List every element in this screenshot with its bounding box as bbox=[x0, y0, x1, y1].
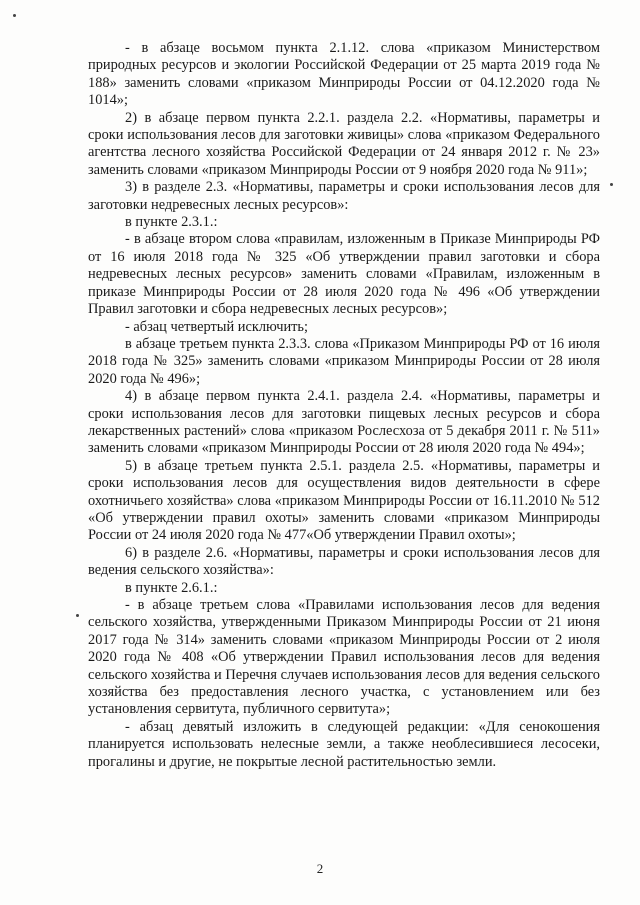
paragraph-item-3-section-2-3: 3) в разделе 2.3. «Нормативы, параметры и сроки использования лесов для заготовки недревесных лесных ресурсов»: bbox=[88, 179, 600, 213]
paragraph-2-3-3-amendment: в абзаце третьем пункта 2.3.3. слова «Приказом Минприроды РФ от 16 июля 2018 года № 325» заменить словами «приказом Минприроды России от 28 июля 2020 года № 496»; bbox=[88, 335, 600, 387]
paragraph-item-5-section-2-5: 5) в абзаце третьем пункта 2.5.1. раздела 2.5. «Нормативы, параметры и сроки использования лесов для осуществления видов деятельности в сфере охотничьего хозяйства» слова «приказом Минприроды России от 16.11.2010 № 512 «Об утверждении правил охоты» заменить словами «приказом Минприроды России от 24 июля 2020 года № 477«Об утверждении Правил охоты»; bbox=[88, 457, 600, 544]
paragraph-point-2-3-1: в пункте 2.3.1.: bbox=[125, 214, 218, 231]
document-body bbox=[88, 40, 600, 771]
scan-speck bbox=[76, 614, 79, 617]
paragraph-item-4-section-2-4: 4) в абзаце первом пункта 2.4.1. раздела 2.4. «Нормативы, параметры и сроки использования лесов для заготовки пищевых лесных ресурсов и сбора лекарственных растений» слова «приказом Рослесхоза от 5 декабря 2011 г. № 511» заменить словами «приказом Минприроды России от 28 июля 2020 года № 494»; bbox=[88, 388, 600, 457]
paragraph-2-1-12-amendment: - в абзаце восьмом пункта 2.1.12. слова «приказом Министерством природных ресурсов и экологии Российской Федерации от 25 марта 2019 года № 188» заменить словами «приказом Минприроды России от 04.12.2020 года № 1014»; bbox=[88, 40, 600, 109]
paragraph-point-2-6-1: в пункте 2.6.1.: bbox=[125, 579, 218, 596]
paragraph-fourth-abzac-excluded: - абзац четвертый исключить; bbox=[125, 318, 308, 335]
page-number: 2 bbox=[316, 861, 324, 876]
paragraph-item-2-zhivitsa: 2) в абзаце первом пункта 2.2.1. раздела 2.2. «Нормативы, параметры и сроки использования лесов для заготовки живицы» слова «приказом Федерального агентства лесного хозяйства Российской Федерации от 24 января 2012 г. № 23» заменить словами «приказом Минприроды России от 9 ноября 2020 года № 911»; bbox=[88, 109, 600, 178]
paragraph-item-6-section-2-6: 6) в разделе 2.6. «Нормативы, параметры и сроки использования лесов для ведения сельского хозяйства»: bbox=[88, 544, 600, 579]
paragraph-2-3-1-second-abzac: - в абзаце втором слова «правилам, изложенным в Приказе Минприроды РФ от 16 июля 2018 года № 325 «Об утверждении правил заготовки и сбора недревесных лесных ресурсов» заменить словами «Правилам, изложенным в приказе Минприроды России от 28 июля 2020 года № 496 «Об утверждении Правил заготовки и сбора недревесных лесных ресурсов»; bbox=[88, 231, 600, 318]
paragraph-2-6-1-third-abzac: - в абзаце третьем слова «Правилами использования лесов для ведения сельского хозяйства, утвержденными Приказом Минприроды России от 21 июня 2017 года № 314» заменить словами «приказом Минприроды России от 2 июля 2020 года № 408 «Об утверждении Правил использования лесов для ведения сельского хозяйства и Перечня случаев использования лесов для ведения сельского хозяйства без предоставления лесного участка, с установлением или без установления сервитута, публичного сервитута»; bbox=[88, 597, 600, 718]
scan-speck bbox=[13, 14, 16, 17]
scan-speck bbox=[610, 183, 613, 186]
paragraph-2-6-1-ninth-abzac: - абзац девятый изложить в следующей редакции: «Для сенокошения планируется использовать нелесные земли, а также необлесившиеся лесосеки, прогалины и другие, не покрытые лесной растительностью земли. bbox=[88, 718, 600, 770]
